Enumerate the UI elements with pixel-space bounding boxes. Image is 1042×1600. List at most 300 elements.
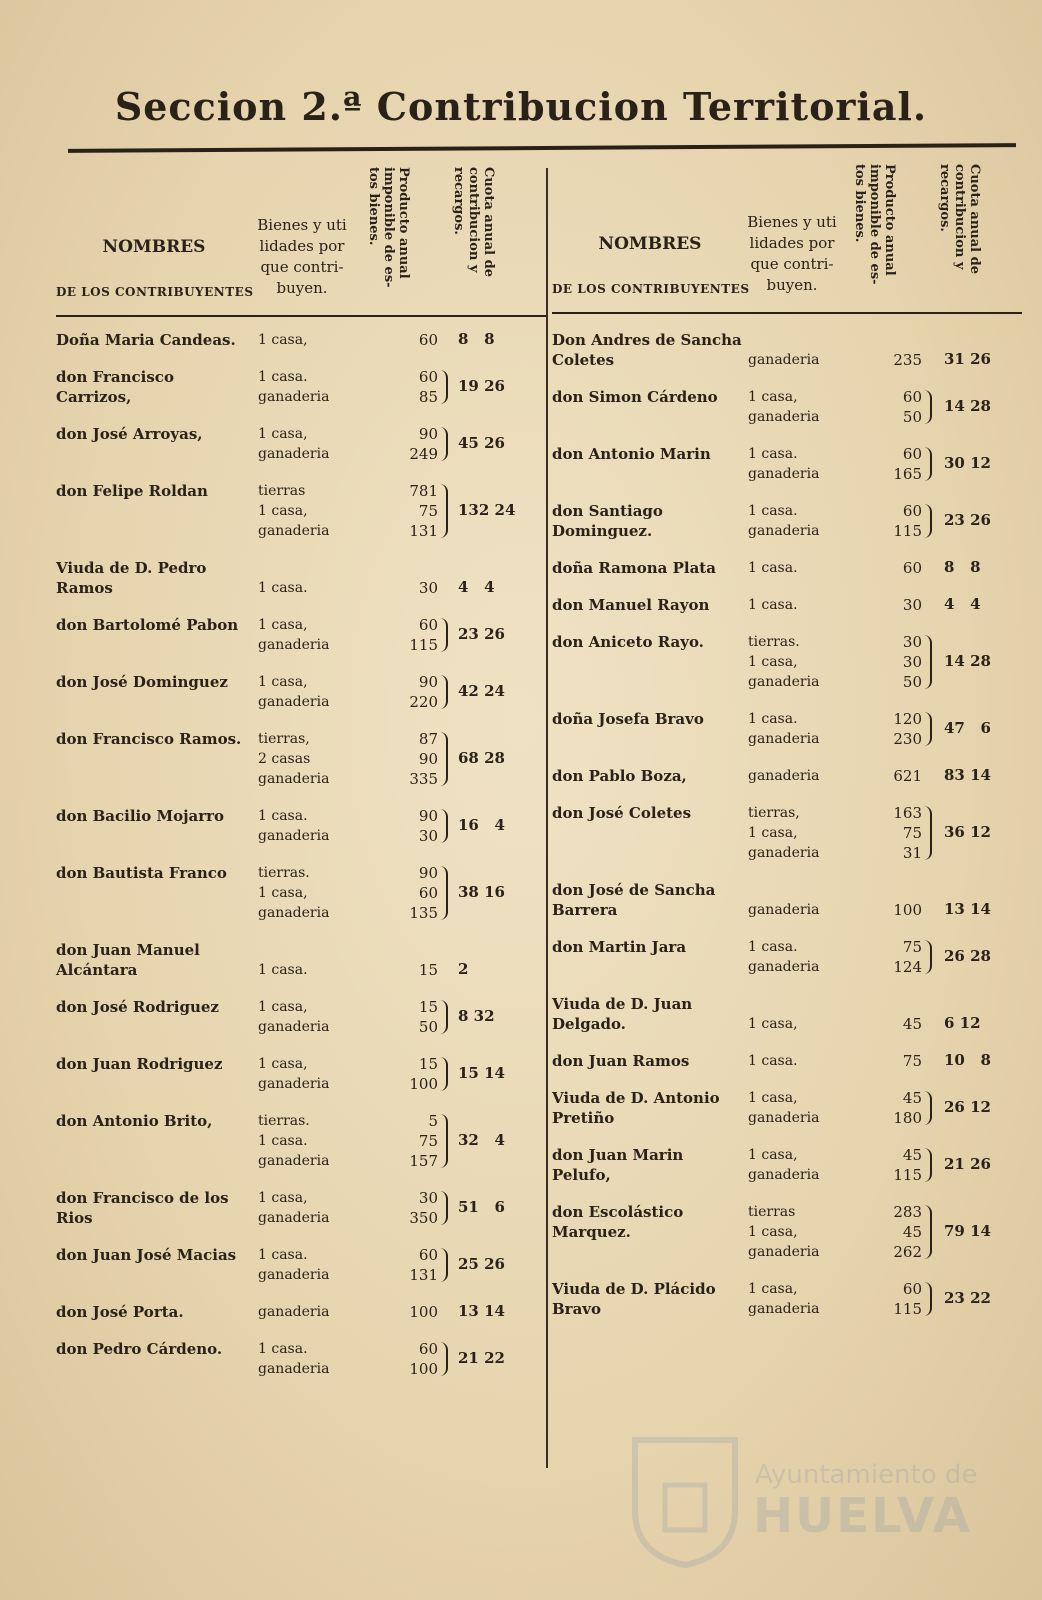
goods-item: ganaderia — [748, 959, 820, 975]
table-row — [56, 1111, 546, 1188]
product-value: 15 — [418, 1055, 438, 1073]
product-values — [852, 1014, 922, 1034]
annual-quota: 38 16 — [458, 883, 505, 901]
product-values — [852, 1279, 922, 1319]
goods-item: 1 casa. — [258, 1341, 308, 1357]
goods-item: 1 casa, — [258, 1056, 308, 1072]
goods-item: 1 casa, — [258, 503, 308, 519]
product-values — [368, 729, 438, 789]
contributor-name: don Pedro Cárdeno. — [56, 1340, 223, 1358]
contributor-name: don Juan José Macias — [56, 1246, 237, 1264]
product-value: 30 — [902, 596, 922, 614]
annual-quota: 16 4 — [458, 816, 505, 834]
contributor-name: don Francisco de los Rios — [56, 1189, 229, 1227]
table-row — [552, 558, 1022, 595]
product-values — [368, 367, 438, 407]
contributor-name: don José de Sancha Barrera — [552, 881, 716, 919]
annual-quota: 45 26 — [458, 434, 505, 452]
table-row — [56, 1245, 546, 1302]
product-values — [368, 806, 438, 846]
goods-item: ganaderia — [258, 446, 330, 462]
header-cuota: Cuota anual de contribucion y recargos. — [937, 164, 982, 274]
goods-list — [748, 1014, 798, 1034]
brace-mark — [440, 1114, 448, 1168]
product-values — [852, 387, 922, 427]
product-value: 157 — [409, 1152, 438, 1170]
product-value: 781 — [409, 482, 438, 500]
table-row — [552, 1279, 1022, 1336]
product-values — [368, 997, 438, 1037]
goods-item: ganaderia — [748, 674, 820, 690]
brace-mark — [440, 1191, 448, 1225]
product-value: 15 — [418, 961, 438, 979]
goods-item: 1 casa, — [258, 999, 308, 1015]
table-row — [56, 558, 546, 615]
goods-list — [748, 1279, 819, 1319]
product-value: 30 — [902, 653, 922, 671]
annual-quota: 26 28 — [944, 947, 991, 965]
goods-item: ganaderia — [748, 466, 820, 482]
table-row — [552, 632, 1022, 709]
contributor-name: don Juan Rodriguez — [56, 1055, 223, 1073]
table-row — [56, 424, 546, 481]
contributor-name: Viuda de D. Plácido Bravo — [552, 1280, 716, 1318]
goods-item: 1 casa. — [748, 503, 798, 519]
table-row — [552, 444, 1022, 501]
goods-list — [748, 1145, 819, 1185]
goods-list — [258, 1188, 329, 1228]
goods-item: 1 casa. — [748, 711, 798, 727]
goods-item: ganaderia — [258, 523, 330, 539]
product-values — [852, 1051, 922, 1071]
header-bienes: Bienes y uti lidades por que contri- buyen. — [257, 216, 347, 297]
product-value: 350 — [409, 1209, 438, 1227]
column-separator — [546, 168, 548, 1468]
annual-quota: 132 24 — [458, 501, 516, 519]
goods-list — [258, 863, 329, 923]
product-value: 30 — [902, 633, 922, 651]
goods-item: 1 casa, — [258, 332, 308, 348]
goods-list — [258, 729, 329, 789]
contributor-name: don Bartolomé Pabon — [56, 616, 239, 634]
contributor-name: don José Arroyas, — [56, 425, 203, 443]
goods-item: 1 casa, — [748, 1281, 798, 1297]
contributor-name: don Bautista Franco — [56, 864, 227, 882]
product-values — [852, 632, 922, 692]
goods-list — [748, 350, 819, 370]
goods-item: 1 casa. — [258, 580, 308, 596]
goods-list — [258, 1111, 329, 1171]
goods-list — [748, 632, 819, 692]
goods-item: ganaderia — [748, 409, 820, 425]
contributor-name: don Simon Cárdeno — [552, 388, 718, 406]
table-row — [56, 330, 546, 367]
table-row — [56, 806, 546, 863]
product-value: 90 — [418, 673, 438, 691]
goods-list — [258, 1054, 329, 1094]
brace-mark — [924, 504, 932, 538]
table-row — [552, 766, 1022, 803]
contributor-name: doña Josefa Bravo — [552, 710, 704, 728]
table-row — [56, 1339, 546, 1396]
goods-list — [748, 937, 819, 977]
annual-quota: 79 14 — [944, 1222, 991, 1240]
product-value: 30 — [418, 827, 438, 845]
annual-quota: 19 26 — [458, 377, 505, 395]
header-names-sub: DE LOS CONTRIBUYENTES — [552, 282, 750, 296]
goods-list — [258, 481, 329, 541]
contributor-name: don Antonio Marin — [552, 445, 711, 463]
header-names: NOMBRES — [102, 237, 206, 257]
contributor-name: don Santiago Dominguez. — [552, 502, 663, 540]
goods-item: 1 casa, — [748, 825, 798, 841]
goods-item: ganaderia — [748, 768, 820, 784]
watermark-line2: HUELVA — [753, 1488, 972, 1544]
product-value: 249 — [409, 445, 438, 463]
brace-mark — [924, 390, 932, 424]
product-values — [368, 481, 438, 541]
product-value: 115 — [893, 1166, 922, 1184]
product-value: 100 — [409, 1075, 438, 1093]
brace-mark — [440, 732, 448, 786]
product-value: 60 — [902, 445, 922, 463]
product-value: 60 — [418, 331, 438, 349]
product-values — [368, 1302, 438, 1322]
goods-item: ganaderia — [748, 523, 820, 539]
contributor-name: don José Porta. — [56, 1303, 184, 1321]
annual-quota: 10 8 — [944, 1051, 991, 1069]
contributor-name: don Juan Marin Pelufo, — [552, 1146, 684, 1184]
annual-quota: 83 14 — [944, 766, 991, 784]
annual-quota: 26 12 — [944, 1098, 991, 1116]
goods-item: ganaderia — [748, 731, 820, 747]
product-values — [368, 578, 438, 598]
product-value: 135 — [409, 904, 438, 922]
goods-item: 1 casa, — [258, 617, 308, 633]
brace-mark — [440, 618, 448, 652]
product-value: 75 — [902, 824, 922, 842]
goods-item: 1 casa, — [258, 885, 308, 901]
table-row — [56, 1188, 546, 1245]
contributor-name: don Bacilio Mojarro — [56, 807, 225, 825]
product-value: 230 — [893, 730, 922, 748]
goods-list — [748, 900, 819, 920]
product-value: 60 — [418, 884, 438, 902]
contributor-name: don José Dominguez — [56, 673, 228, 691]
goods-list — [748, 709, 819, 749]
product-values — [852, 803, 922, 863]
product-values — [368, 615, 438, 655]
brace-mark — [440, 484, 448, 538]
goods-item: ganaderia — [258, 1210, 330, 1226]
goods-item: ganaderia — [748, 1244, 820, 1260]
product-value: 75 — [418, 502, 438, 520]
product-value: 100 — [893, 901, 922, 919]
brace-mark — [440, 427, 448, 461]
product-value: 220 — [409, 693, 438, 711]
goods-list — [258, 672, 329, 712]
annual-quota: 13 14 — [458, 1302, 505, 1320]
goods-item: 1 casa, — [748, 1090, 798, 1106]
goods-item: tierras. — [258, 1113, 310, 1129]
goods-list — [258, 578, 308, 598]
contributor-name: doña Ramona Plata — [552, 559, 716, 577]
product-values — [852, 350, 922, 370]
contributor-name: don Francisco Carrizos, — [56, 368, 174, 406]
annual-quota: 21 22 — [458, 1349, 505, 1367]
brace-mark — [440, 866, 448, 920]
table-row — [56, 863, 546, 940]
product-value: 60 — [902, 502, 922, 520]
annual-quota: 4 4 — [944, 595, 981, 613]
goods-list — [748, 387, 819, 427]
contributor-name: don Escolástico Marquez. — [552, 1203, 684, 1241]
contributor-name: don Felipe Roldan — [56, 482, 208, 500]
header-names-sub: DE LOS CONTRIBUYENTES — [56, 285, 254, 299]
product-value: 115 — [893, 522, 922, 540]
table-row — [552, 595, 1022, 632]
product-values — [368, 863, 438, 923]
goods-item: 1 casa. — [258, 1133, 308, 1149]
annual-quota: 25 26 — [458, 1255, 505, 1273]
goods-item: ganaderia — [258, 828, 330, 844]
product-value: 85 — [418, 388, 438, 406]
product-values — [368, 1245, 438, 1285]
table-row — [552, 803, 1022, 880]
brace-mark — [924, 806, 932, 860]
product-value: 115 — [409, 636, 438, 654]
product-value: 60 — [902, 388, 922, 406]
product-value: 75 — [902, 1052, 922, 1070]
annual-quota: 15 14 — [458, 1064, 505, 1082]
product-values — [368, 960, 438, 980]
product-values — [368, 1188, 438, 1228]
product-value: 90 — [418, 750, 438, 768]
goods-item: 1 casa. — [748, 1053, 798, 1069]
product-value: 75 — [418, 1132, 438, 1150]
goods-item: 1 casa. — [258, 808, 308, 824]
goods-item: ganaderia — [258, 1304, 330, 1320]
brace-mark — [440, 1342, 448, 1376]
product-value: 131 — [409, 522, 438, 540]
brace-mark — [440, 809, 448, 843]
goods-list — [748, 766, 819, 786]
goods-item: ganaderia — [748, 352, 820, 368]
table-row — [552, 501, 1022, 558]
product-value: 335 — [409, 770, 438, 788]
product-value: 120 — [893, 710, 922, 728]
product-value: 87 — [418, 730, 438, 748]
annual-quota: 14 28 — [944, 652, 991, 670]
annual-quota: 32 4 — [458, 1131, 505, 1149]
product-value: 45 — [902, 1089, 922, 1107]
header-producto: Producto anual imponible de es- tos bienes. — [366, 167, 411, 288]
table-row — [552, 880, 1022, 937]
product-value: 90 — [418, 425, 438, 443]
goods-list — [258, 997, 329, 1037]
contributor-name: Doña Maria Candeas. — [56, 331, 236, 349]
goods-list — [748, 1088, 819, 1128]
product-values — [852, 501, 922, 541]
goods-item: 2 casas — [258, 751, 311, 767]
brace-mark — [924, 712, 932, 746]
goods-list — [748, 1202, 819, 1262]
goods-list — [258, 960, 308, 980]
table-row — [552, 387, 1022, 444]
goods-item: ganaderia — [748, 902, 820, 918]
product-value: 60 — [418, 616, 438, 634]
product-values — [852, 900, 922, 920]
product-value: 50 — [902, 408, 922, 426]
table-row — [552, 709, 1022, 766]
product-value: 60 — [418, 1246, 438, 1264]
product-value: 180 — [893, 1109, 922, 1127]
product-value: 60 — [902, 559, 922, 577]
table-row — [56, 615, 546, 672]
contributor-name: Viuda de D. Juan Delgado. — [552, 995, 693, 1033]
goods-item: ganaderia — [258, 389, 330, 405]
product-value: 165 — [893, 465, 922, 483]
brace-mark — [440, 675, 448, 709]
header-bienes: Bienes y uti lidades por que contri- buyen. — [747, 213, 837, 294]
goods-item: tierras — [748, 1204, 796, 1220]
product-value: 45 — [902, 1146, 922, 1164]
brace-mark — [924, 1148, 932, 1182]
product-value: 60 — [418, 1340, 438, 1358]
brace-mark — [924, 1205, 932, 1259]
annual-quota: 23 26 — [458, 625, 505, 643]
goods-list — [258, 1339, 329, 1379]
table-header — [552, 162, 1022, 314]
annual-quota: 6 12 — [944, 1014, 981, 1032]
annual-quota: 31 26 — [944, 350, 991, 368]
product-values — [368, 330, 438, 350]
product-value: 115 — [893, 1300, 922, 1318]
goods-list — [748, 803, 819, 863]
annual-quota: 8 32 — [458, 1007, 495, 1025]
annual-quota: 51 6 — [458, 1198, 505, 1216]
goods-list — [258, 330, 308, 350]
goods-list — [748, 501, 819, 541]
product-value: 30 — [418, 1189, 438, 1207]
product-values — [368, 1054, 438, 1094]
goods-item: ganaderia — [258, 637, 330, 653]
product-value: 5 — [428, 1112, 438, 1130]
goods-item: ganaderia — [258, 1076, 330, 1092]
contributor-name: Viuda de D. Pedro Ramos — [56, 559, 207, 597]
goods-item: ganaderia — [258, 694, 330, 710]
header-producto: Producto anual imponible de es- tos bienes. — [852, 164, 897, 285]
watermark-logo — [625, 1430, 985, 1570]
goods-item: 1 casa, — [748, 654, 798, 670]
goods-item: ganaderia — [748, 845, 820, 861]
product-value: 60 — [902, 1280, 922, 1298]
goods-list — [748, 1051, 798, 1071]
goods-item: 1 casa. — [258, 369, 308, 385]
product-value: 15 — [418, 998, 438, 1016]
annual-quota: 8 8 — [944, 558, 981, 576]
goods-list — [258, 806, 329, 846]
contributor-name: Viuda de D. Antonio Pretiño — [552, 1089, 720, 1127]
table-row — [552, 937, 1022, 994]
product-values — [368, 1111, 438, 1171]
product-value: 235 — [893, 351, 922, 369]
product-value: 50 — [902, 673, 922, 691]
goods-item: 1 casa. — [258, 962, 308, 978]
watermark-line1: Ayuntamiento de — [755, 1460, 978, 1490]
goods-item: 1 casa. — [748, 446, 798, 462]
table-row — [56, 481, 546, 558]
goods-list — [258, 367, 329, 407]
contributor-name: don José Coletes — [552, 804, 692, 822]
contributor-name: don Martin Jara — [552, 938, 687, 956]
brace-mark — [440, 1248, 448, 1282]
goods-item: 1 casa, — [748, 1016, 798, 1032]
product-value: 75 — [902, 938, 922, 956]
product-value: 60 — [418, 368, 438, 386]
goods-item: tierras, — [748, 805, 800, 821]
annual-quota: 23 26 — [944, 511, 991, 529]
table-row — [552, 1202, 1022, 1279]
product-values — [852, 1202, 922, 1262]
annual-quota: 8 8 — [458, 330, 495, 348]
contributor-name: don Francisco Ramos. — [56, 730, 242, 748]
product-values — [368, 672, 438, 712]
product-value: 45 — [902, 1223, 922, 1241]
goods-item: ganaderia — [748, 1167, 820, 1183]
product-values — [852, 1088, 922, 1128]
goods-item: 1 casa. — [748, 939, 798, 955]
goods-item: 1 casa. — [748, 597, 798, 613]
goods-item: 1 casa, — [748, 1147, 798, 1163]
product-value: 100 — [409, 1303, 438, 1321]
goods-item: 1 casa, — [748, 389, 798, 405]
goods-item: 1 casa. — [748, 560, 798, 576]
page-title: Seccion 2.ª Contribucion Territorial. — [114, 84, 928, 129]
product-value: 30 — [418, 579, 438, 597]
table-row — [56, 1054, 546, 1111]
table-row — [56, 729, 546, 806]
contributor-name: don José Rodriguez — [56, 998, 219, 1016]
brace-mark — [924, 1282, 932, 1316]
annual-quota: 36 12 — [944, 823, 991, 841]
brace-mark — [924, 635, 932, 689]
product-value: 45 — [902, 1015, 922, 1033]
table-row — [56, 997, 546, 1054]
contributor-name: don Juan Ramos — [552, 1052, 690, 1070]
table-row — [56, 1302, 546, 1339]
product-values — [852, 766, 922, 786]
table-row — [552, 1051, 1022, 1088]
goods-item: 1 casa, — [258, 674, 308, 690]
annual-quota: 68 28 — [458, 749, 505, 767]
goods-item: ganaderia — [258, 1267, 330, 1283]
goods-item: ganaderia — [258, 771, 330, 787]
header-cuota: Cuota anual de contribucion y recargos. — [451, 167, 496, 277]
brace-mark — [924, 447, 932, 481]
table-row — [56, 367, 546, 424]
contributor-name: don Pablo Boza, — [552, 767, 687, 785]
goods-item: ganaderia — [258, 1361, 330, 1377]
product-value: 262 — [893, 1243, 922, 1261]
goods-item: 1 casa, — [258, 426, 308, 442]
goods-item: 1 casa, — [748, 1224, 798, 1240]
goods-list — [258, 615, 329, 655]
brace-mark — [924, 940, 932, 974]
goods-item: ganaderia — [748, 1110, 820, 1126]
goods-item: tierras — [258, 483, 306, 499]
goods-item: ganaderia — [258, 1153, 330, 1169]
